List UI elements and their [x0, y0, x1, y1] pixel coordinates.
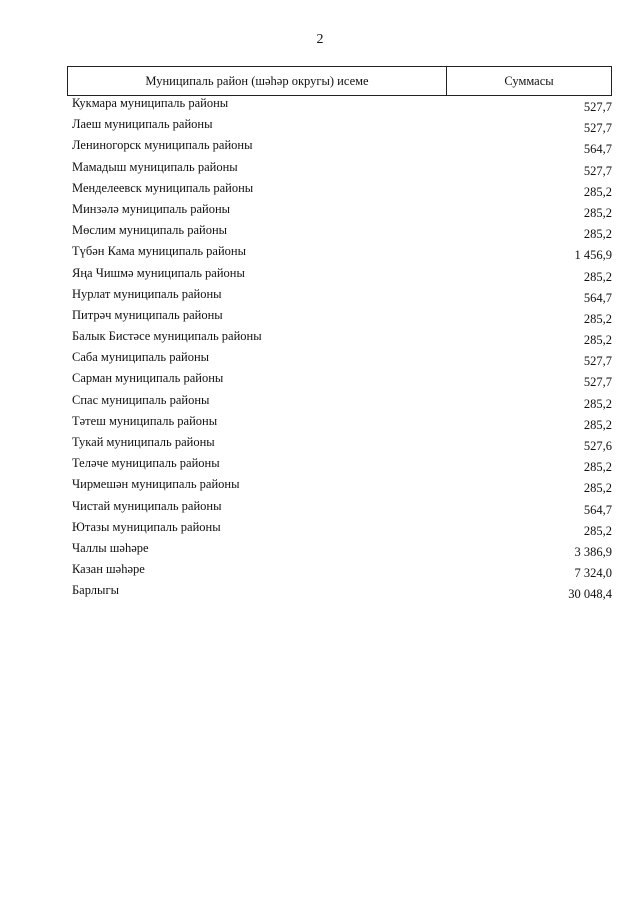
district-name: Тәтеш муниципаль районы — [72, 413, 218, 428]
district-name: Питрәч муниципаль районы — [72, 307, 223, 322]
amount-value: 285,2 — [583, 205, 612, 220]
table-row — [72, 456, 612, 477]
table-row — [72, 583, 612, 604]
amount-value: 285,2 — [583, 460, 612, 475]
amount-value: 527,7 — [583, 375, 612, 390]
header-sum-column: Суммасы — [504, 73, 554, 88]
table-row — [72, 499, 612, 520]
table-row — [72, 117, 612, 138]
table-row — [72, 96, 612, 117]
table-row — [72, 435, 612, 456]
amount-value: 285,2 — [583, 333, 612, 348]
district-name: Балык Бистәсе муниципаль районы — [72, 329, 262, 344]
district-name: Лениногорск муниципаль районы — [72, 138, 253, 153]
table-row — [72, 393, 612, 414]
amount-value: 1 456,9 — [574, 248, 612, 263]
amount-value: 564,7 — [583, 142, 612, 157]
table-body — [72, 96, 612, 605]
amount-value: 285,2 — [583, 396, 612, 411]
amount-value: 30 048,4 — [568, 587, 612, 602]
amount-value: 7 324,0 — [574, 566, 612, 581]
amount-value: 527,6 — [583, 439, 612, 453]
table-row — [72, 244, 612, 265]
district-name: Барлыгы — [72, 583, 119, 598]
page-number: 2 — [316, 32, 324, 47]
district-name: Мамадыш муниципаль районы — [72, 159, 238, 174]
table-row — [72, 562, 612, 583]
amount-value: 527,7 — [583, 354, 612, 369]
district-name: Лаеш муниципаль районы — [72, 117, 213, 132]
table-row — [72, 266, 612, 287]
table-row — [72, 138, 612, 159]
table-row — [72, 308, 612, 329]
district-name: Спас муниципаль районы — [72, 392, 210, 407]
district-name: Нурлат муниципаль районы — [72, 286, 222, 301]
table-header — [67, 66, 612, 96]
district-name: Саба муниципаль районы — [72, 350, 210, 365]
district-name: Тукай муниципаль районы — [72, 435, 215, 449]
amount-value: 564,7 — [583, 502, 612, 517]
amount-value: 285,2 — [583, 227, 612, 242]
amount-value: 285,2 — [583, 417, 612, 432]
amount-value: 285,2 — [583, 523, 612, 538]
table-row — [72, 160, 612, 181]
district-name: Теләче муниципаль районы — [72, 456, 220, 471]
district-name: Сарман муниципаль районы — [72, 371, 224, 386]
district-name: Казан шәһәре — [72, 562, 145, 577]
header-name-column: Муниципаль район (шәһәр округы) исеме — [68, 67, 447, 95]
table-row — [72, 541, 612, 562]
table-row — [72, 477, 612, 498]
amount-value: 527,7 — [583, 100, 612, 114]
district-name: Түбән Кама муниципаль районы — [72, 244, 246, 259]
district-name: Ютазы муниципаль районы — [72, 519, 221, 534]
table-row — [72, 371, 612, 392]
district-name: Минзәлә муниципаль районы — [72, 201, 231, 216]
amount-value: 527,7 — [583, 121, 612, 136]
table-row — [72, 329, 612, 350]
table-row — [72, 350, 612, 371]
district-name: Кукмара муниципаль районы — [72, 96, 229, 110]
table-row — [72, 181, 612, 202]
amount-value: 285,2 — [583, 184, 612, 199]
amount-value: 285,2 — [583, 311, 612, 326]
district-name: Чистай муниципаль районы — [72, 498, 222, 513]
table-row — [72, 414, 612, 435]
district-name: Менделеевск муниципаль районы — [72, 180, 254, 195]
amount-value: 285,2 — [583, 481, 612, 496]
table-row — [72, 202, 612, 223]
table-row — [72, 223, 612, 244]
amount-value: 527,7 — [583, 163, 612, 178]
district-name: Чирмешән муниципаль районы — [72, 477, 240, 492]
amount-value: 3 386,9 — [574, 544, 612, 559]
district-name: Яңа Чишмә муниципаль районы — [72, 265, 245, 280]
amount-value: 564,7 — [583, 290, 612, 305]
district-name: Мөслим муниципаль районы — [72, 223, 228, 238]
district-name: Чаллы шәһәре — [72, 540, 149, 555]
table-row — [72, 520, 612, 541]
table-row — [72, 287, 612, 308]
amount-value: 285,2 — [583, 269, 612, 284]
